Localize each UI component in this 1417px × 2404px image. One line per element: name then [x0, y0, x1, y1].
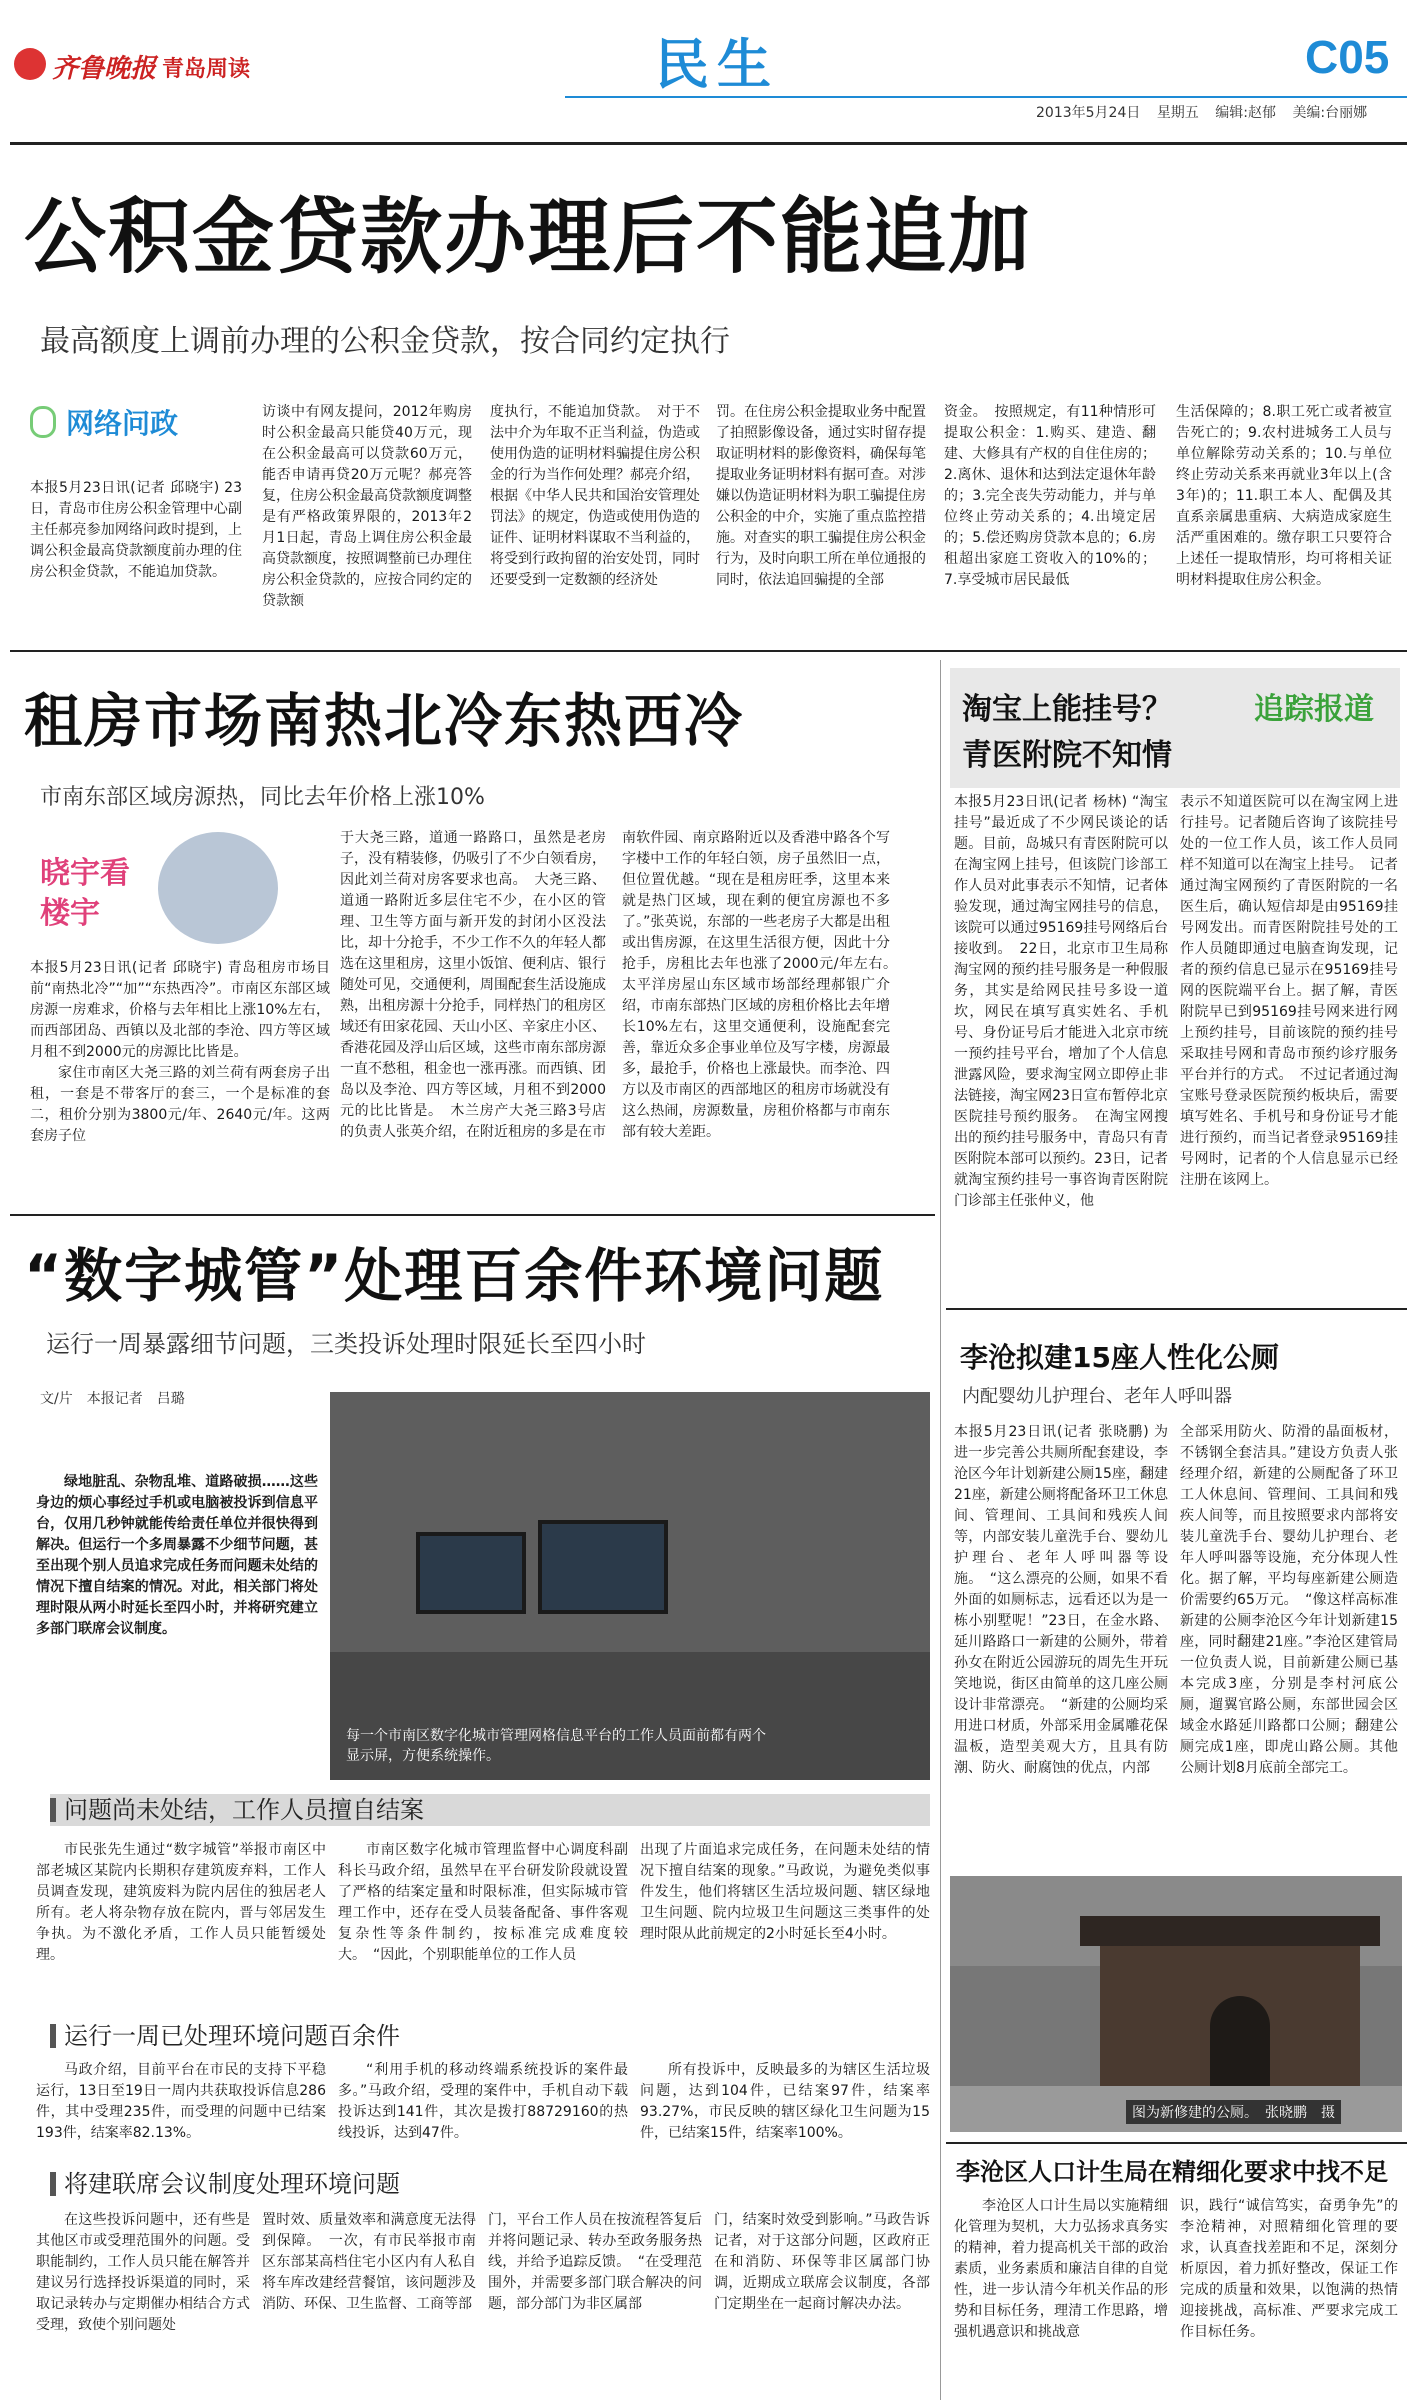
monitor-right [538, 1520, 668, 1614]
masthead-divider [10, 142, 1407, 145]
sec1-col3: 出现了片面追求完成任务，在问题未处结的情况下擅自结案的现象。”马政说，为避免类似事件发生，他们将辖区生活垃圾问题、辖区绿地卫生问题、院内垃圾卫生问题这三类事件的处理时限从此前规定的2小时延长至4小时。 [640, 1842, 930, 1942]
story5-divider [946, 2142, 1407, 2144]
subsection-joint-meeting: 将建联席会议制度处理环境问题 [50, 2168, 930, 2200]
designer-credit: 美编:台丽娜 [1292, 105, 1368, 121]
headline-digital-city: “数字城管”处理百余件环境问题 [24, 1242, 885, 1310]
sec1-col1: 市民张先生通过“数字城管”举报市南区中部老城区某院内长期积存建筑废弃料，工作人员调查发现，建筑废料为院内居住的独居老人所有。老人将杂物存放在院内，晋与邻居发生争执。为不激化矛盾，工作人员只能暂缓处理。 [36, 1842, 326, 1963]
header-meta [1036, 102, 1367, 122]
columnist-avatar [158, 832, 278, 944]
headline-toilets: 李沧拟建15座人性化公厕 [960, 1341, 1279, 1374]
subhead-rent: 市南东部区域房源热，同比去年价格上涨10% [40, 785, 485, 810]
tag-online-politics [30, 402, 260, 442]
brand-logo-icon [14, 48, 46, 80]
story4-col2: 表示不知道医院可以在淘宝网上进行挂号。记者随后咨询了该院挂号处的一位工作人员，该工作人员同样不知道可以在淘宝上挂号。 记者通过淘宝网预约了青医附院的一名医生后，确认短信却是由95169挂号网发出。而青医附院挂号处的工作人员随即通过电脑查询发现，记者的预约信息已显示在95169挂号网的医院端平台上。据了解，青医附院早已到95169挂号网来进行网上预约挂号，目前该院的预约挂号采取挂号网和青岛市预约诊疗服务平台并行的方式。 不过记者通过淘宝账号登录医院预约板块后，需要填写姓名、手机号和身份证号才能进行预约，而当记者登录95169挂号网时，记者的个人信息显示已经注册在该网上。 [1180, 794, 1398, 1188]
page-code: C05 [1305, 31, 1390, 83]
story1-col1: 本报5月23日讯(记者 邱晓宇) 23日，青岛市住房公积金管理中心副主任郝亮参加网络问政时提到，上调公积金最高贷款额度前办理的住房公积金贷款，不能追加贷款。 [30, 480, 242, 580]
headline-taobao-2: 青医附院不知情 [962, 738, 1172, 773]
brand-name: 齐鲁晚报 [52, 54, 157, 84]
story1-col3: 度执行，不能追加贷款。 对于不法中介为年取不正当利益，伪造或使用伪造的证明材料骗提住房公积金的行为当作何处理？郝亮介绍，根据《中华人民共和国治安管理处罚法》的规定，伪造或使用伪造的证件、证明材料谋取不当利益的，将受到行政拘留的治安处罚，同时还要受到一定数额的经济处 [490, 404, 700, 588]
sec2-col2: “利用手机的移动终端系统投诉的案件最多。”马政介绍，受理的案件中，手机自动下载投诉达到141件，其次是拨打88729160的热线投诉，达到47件。 [338, 2062, 628, 2141]
column-logo [40, 826, 300, 950]
header-rule [565, 96, 1407, 98]
toilet-roof [1080, 1916, 1380, 1946]
story4-divider [946, 1308, 1407, 1310]
sec3-col4: 门，结案时效受到影响。”马政告诉记者，对于这部分问题，区政府正在和消防、环保等非区属部门协调，近期成立联席会议制度，各部门定期坐在一起商讨解决办法。 [714, 2212, 930, 2312]
story2-col2: 于大尧三路，道通一路路口，虽然是老房子，没有精装修，仍吸引了不少白领看房，因此刘兰荷对房客要求也高。 大尧三路、道通一路附近多层住宅不少，在小区的管理、卫生等方面与新开发的封闭小区没法比，却十分抢手，不少工作不久的年轻人都选在这里租房，这里小饭馆、便利店、银行随处可见，交通便利，周围配套生活设施成熟，出租房源十分抢手，同样热门的租房区域还有田家花园、天山小区、辛家庄小区、香港花园及浮山后区域，这些市南东部房源一直不愁租，租金也一涨再涨。而西镇、团岛以及李沧、四方等区域，月租不到2000元的比比皆是。 木兰房产大尧三路3号店的负责人张英介绍，在附近租房的多是在市 [340, 830, 606, 1140]
story4-col1: 本报5月23日讯(记者 杨林) “淘宝挂号”最近成了不少网民谈论的话题。目前，岛城只有青医附院可以在淘宝网上挂号，但该院门诊部工作人员对此事表示不知情，记者体验发现，通过淘宝网挂号的信息，该院可以通过95169挂号网络后台接收到。 22日，北京市卫生局称淘宝网的预约挂号服务是一种假服务，其实是给网民挂号多设一道坎，网民在填写真实姓名、手机号、身份证号后才能进入北京市统一预约挂号平台，增加了个人信息泄露风险，要求淘宝网立即停止非法链接，淘宝网23日宣布暂停北京医院挂号预约服务。 在淘宝网搜出的预约挂号服务中，青岛只有青医附院本部可以预约。23日，记者就淘宝预约挂号一事咨询青医附院门诊部主任张仲义，他 [954, 794, 1168, 1209]
story5-col2: 全部采用防火、防滑的晶面板材，不锈钢全套洁具。”建设方负责人张经理介绍，新建的公厕配备了环卫工人休息间、管理间、工具间和残疾人间等，而且按照要求内部将安装儿童洗手台、婴幼儿护理台、老年人呼叫器等设施，充分体现人性化。据了解，平均每座新建公厕造价需要约65万元。 “像这样高标准新建的公厕李沧区今年计划新建15座，同时翻建21座。”李沧区建管局一位负责人说，目前新建公厕已基本完成3座，分别是李村河底公厕，遛翼官路公厕，东部世园会区域金水路延川路都口公厕；翻建公厕完成1座，即虎山路公厕。其他公厕计划8月底前全部完工。 [1180, 1424, 1398, 1776]
issue-date: 2013年5月24日 [1036, 105, 1141, 121]
photo-control-room [330, 1392, 930, 1780]
subsection-unfinished: 问题尚未处结，工作人员擅自结案 [50, 1794, 930, 1826]
headline-rent: 租房市场南热北冷东热西冷 [24, 687, 745, 755]
masthead [0, 0, 1417, 130]
story2-col3: 南软件园、南京路附近以及香港中路各个写字楼中工作的年轻白领，房子虽然旧一点，但位置优越。“现在是租房旺季，这里本来就是热门区域，现在剩的便宜房源也不多了。”张英说，东部的一些老房子大都是出租或出售房源，在这里生活很方便，因此十分抢手，房租比去年也涨了2000元/年左右。 太平洋房屋山东区域市场部经理郝银广介绍，市南东部热门区域的房租价格比去年增长10%左右，这里交通便利，设施配套完善，靠近众多企事业单位及写字楼，房源最多，最抢手，价格也上涨最快。而李沧、四方以及市南区的西部地区的租房市场就没有这么热闹，房源数量，房租价格都与市南东部有较大差距。 [622, 830, 904, 1140]
story2-col1: 本报5月23日讯(记者 邱晓宇) 青岛租房市场目前“南热北冷”“加”“东热西冷”。市南区东部区域房源一房难求，价格与去年相比上涨10%左右，而西部团岛、西镇以及北部的李沧、四方等区域月租不到2000元的房源比比皆是。 家住市南区大尧三路的刘兰荷有两套房子出租，一套是不带客厅的套三，一个是标准的套二，租价分别为3800元/年、2640元/年。这两套房子位 [30, 960, 330, 1144]
toilet-door [1210, 1996, 1270, 2086]
headline-family-planning: 李沧区人口计生局在精细化要求中找不足 [956, 2158, 1388, 2186]
headline-loan: 公积金贷款办理后不能追加 [24, 190, 1033, 285]
story1-divider [10, 650, 1407, 652]
sec2-col1: 马政介绍，目前平台在市民的支持下平稳运行，13日至19日一周内共获取投诉信息286件，其中受理235件，而受理的问题中已结案193件，结案率82.13%。 [36, 2062, 326, 2141]
sec2-col3: 所有投诉中，反映最多的为辖区生活垃圾问题，达到104件，已结案97件，结案率93.27%，市民反映的辖区绿化卫生问题为15件，已结案15件，结案率100%。 [640, 2062, 930, 2141]
headline-taobao-1: 淘宝上能挂号？ [962, 692, 1172, 727]
sec3-col1: 在这些投诉问题中，还有些是其他区市或受理范围外的问题。受职能制约，工作人员只能在解答并建议另行选择投诉渠道的同时，采取记录转办与定期催办相结合方式受理，致使个别问题处 [36, 2212, 250, 2333]
tag-label: 网络问政 [66, 407, 179, 440]
photo-caption: 图为新修建的公厕。 张晓鹏 摄 [1126, 2100, 1341, 2124]
issue-weekday: 星期五 [1156, 105, 1199, 121]
monitor-left [416, 1532, 526, 1614]
column-title: 晓宇看楼宇 [40, 856, 130, 931]
subhead-loan: 最高额度上调前办理的公积金贷款，按合同约定执行 [40, 324, 730, 359]
editor-credit: 编辑:赵郁 [1215, 105, 1276, 121]
story2-divider [10, 1214, 935, 1216]
section-name: 民生 [655, 33, 779, 96]
mouse-icon [30, 406, 56, 438]
tag-follow-up: 追踪报道 [1254, 692, 1374, 727]
story1-col4: 罚。在住房公积金提取业务中配置了拍照影像设备，通过实时留存提取证明材料的影像资料，确保每笔提取业务证明材料有据可查。对涉嫌以伪造证明材料为职工骗提住房公积金的中介，实施了重点监控措施。对查实的职工骗提住房公积金行为，及时向职工所在单位通报的同时，依法追回骗提的全部 [716, 404, 926, 588]
photo-toilet [950, 1876, 1402, 2132]
sec3-col2: 置时效、质量效率和满意度无法得到保障。 一次，有市民举报市南区东部某高档住宅小区内有人私自将车库改建经营餐馆，该问题涉及消防、环保、卫生监督、工商等部 [262, 2212, 476, 2312]
right-column-divider [940, 660, 941, 2400]
subhead-toilets: 内配婴幼儿护理台、老年人呼叫器 [962, 1386, 1232, 1407]
subhead-digital-city: 运行一周暴露细节问题，三类投诉处理时限延长至四小时 [46, 1330, 646, 1358]
story3-lead: 绿地脏乱、杂物乱堆、道路破损……这些身边的烦心事经过手机或电脑被投诉到信息平台，仅用几秒钟就能传给责任单位并很快得到解决。但运行一个多周暴露不少细节问题，甚至出现个别人员追求完成任务而问题未处结的情况下擅自结案的情况。对此，相关部门将处理时限从两小时延长至四小时，并将研究建立多部门联席会议制度。 [36, 1474, 318, 1637]
sec1-col2: 市南区数字化城市管理监督中心调度科副科长马政介绍，虽然早在平台研发阶段就设置了严格的结案定量和时限标准，但实际城市管理工作中，还存在受人员装备配备、事件客观复杂性等条件制约，按标准完成难度较大。 “因此，个别职能单位的工作人员 [338, 1842, 628, 1963]
story1-col5: 资金。 按照规定，有11种情形可提取公积金：1.购买、建造、翻建、大修具有产权的自住住房的；2.离休、退休和达到法定退休年龄的；3.完全丧失劳动能力，并与单位终止劳动关系的；4.出境定居的；5.偿还购房贷款本息的；6.房租超出家庭工资收入的10%的；7.享受城市居民最低 [944, 404, 1156, 588]
story5-col1: 本报5月23日讯(记者 张晓鹏) 为进一步完善公共厕所配套建设，李沧区今年计划新建公厕15座，翻建21座，新建公厕将配备环卫工休息间、管理间、工具间和残疾人间等，内部安装儿童洗手台、婴幼儿护理台、老年人呼叫器等设施。 “这么漂亮的公厕，如果不看外面的如厕标志，远看还以为是一栋小别墅呢！”23日，在金水路、延川路路口一新建的公厕外，带着孙女在附近公园游玩的周先生开玩笑地说，街区由简单的这几座公厕设计非常漂亮。 “新建的公厕均采用进口材质，外部采用金属雕花保温板，造型美观大方，且具有防潮、防火、耐腐蚀的优点，内部 [954, 1424, 1168, 1776]
story6-col2: 识，践行“诚信笃实，奋勇争先”的李沧精神，对照精细化管理的要求，认真查找差距和不足，深刻分析原因，着力抓好整改，保证工作完成的质量和效果，以饱满的热情迎接挑战，高标准、严要求完成工作目标任务。 [1180, 2198, 1398, 2340]
sec3-col3: 门，平台工作人员在按流程答复后并将问题记录、转办至政务服务热线，并给予追踪反馈。 “在受理范围外，并需要多部门联合解决的问题，部分部门为非区属部 [488, 2212, 702, 2312]
byline: 文/片 本报记者 吕璐 [40, 1391, 185, 1407]
photo-caption: 每一个市南区数字化城市管理网格信息平台的工作人员面前都有两个显示屏，方便系统操作。 [346, 1728, 766, 1764]
story1-col2: 访谈中有网友提问，2012年购房时公积金最高只能贷40万元，现在公积金最高可以贷款60万元，能否申请再贷20万元呢？郝亮答复，住房公积金最高贷款额度调整是有严格政策界限的，2013年2月1日起，青岛上调住房公积金最高贷款额度，按照调整前已办理住房公积金贷款的，应按合同约定的贷款额 [262, 404, 472, 609]
edition-name: 青岛周读 [162, 57, 251, 82]
story6-col1: 李沧区人口计生局以实施精细化管理为契机，大力弘扬求真务实的精神，着力提高机关干部的政治素质，业务素质和廉洁自律的自觉性，进一步认清今年机关作品的形势和目标任务，理清工作思路，增强机遇意识和挑战意 [954, 2198, 1168, 2340]
subsection-week-results: 运行一周已处理环境问题百余件 [50, 2020, 930, 2052]
story1-col6: 生活保障的；8.职工死亡或者被宣告死亡的；9.农村进城务工人员与单位解除劳动关系的；10.与单位终止劳动关系来再就业3年以上(含3年)的；11.职工本人、配偶及其直系亲属患重病、大病造成家庭生活严重困难的。缴存职工只要符合上述任一提取情形，均可将相关证明材料提取住房公积金。 [1176, 404, 1392, 588]
